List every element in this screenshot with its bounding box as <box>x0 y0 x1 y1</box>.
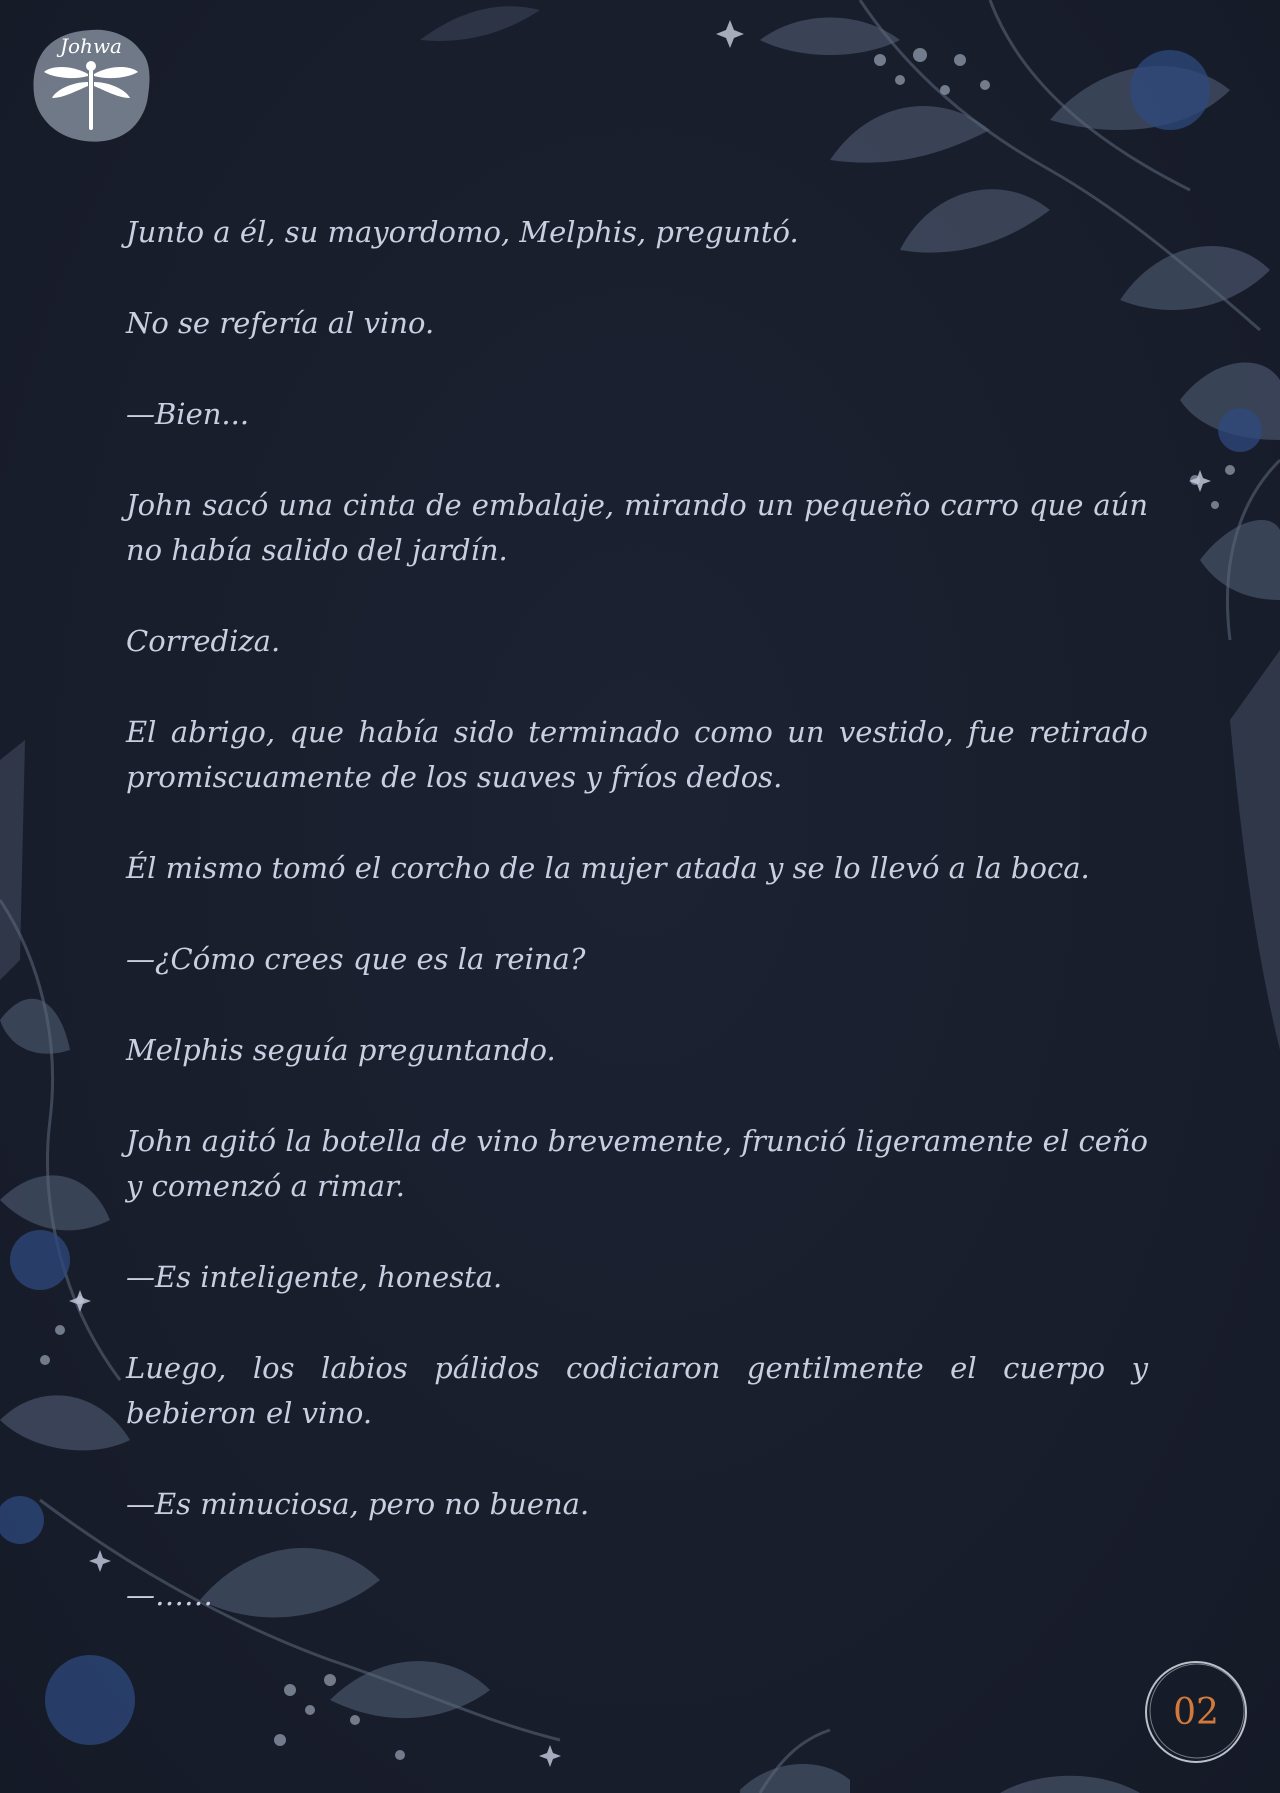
paragraph: —Es inteligente, honesta. <box>126 1260 503 1294</box>
paragraph: Melphis seguía preguntando. <box>126 1033 556 1067</box>
paragraph: No se refería al vino. <box>126 306 435 340</box>
logo-text: Johwa <box>60 34 122 58</box>
paragraph: —Es minuciosa, pero no buena. <box>126 1487 590 1521</box>
paragraph: John agitó la botella de vino brevemente, frunció ligeramente el ceño y comenzó a rimar. <box>126 1124 1148 1203</box>
paragraph: —…… <box>126 1578 213 1612</box>
paragraph: El abrigo, que había sido terminado como un vestido, fue retirado promiscuamente de los suaves y fríos dedos. <box>126 715 1148 794</box>
paragraph: Junto a él, su mayordomo, Melphis, preguntó. <box>126 215 799 249</box>
chapter-text <box>126 210 1148 1664</box>
paragraph: Luego, los labios pálidos codiciaron gentilmente el cuerpo y bebieron el vino. <box>126 1351 1148 1430</box>
paragraph: Corrediza. <box>126 624 281 658</box>
paragraph: —Bien... <box>126 397 250 431</box>
johwa-logo <box>30 26 152 144</box>
paragraph: Él mismo tomó el corcho de la mujer atada y se lo llevó a la boca. <box>126 851 1090 885</box>
page-number-badge <box>1140 1656 1252 1768</box>
page-number: 02 <box>1173 1691 1219 1733</box>
paragraph: —¿Cómo crees que es la reina? <box>126 942 586 976</box>
paragraph: John sacó una cinta de embalaje, mirando un pequeño carro que aún no había salido del jardín. <box>126 488 1148 567</box>
